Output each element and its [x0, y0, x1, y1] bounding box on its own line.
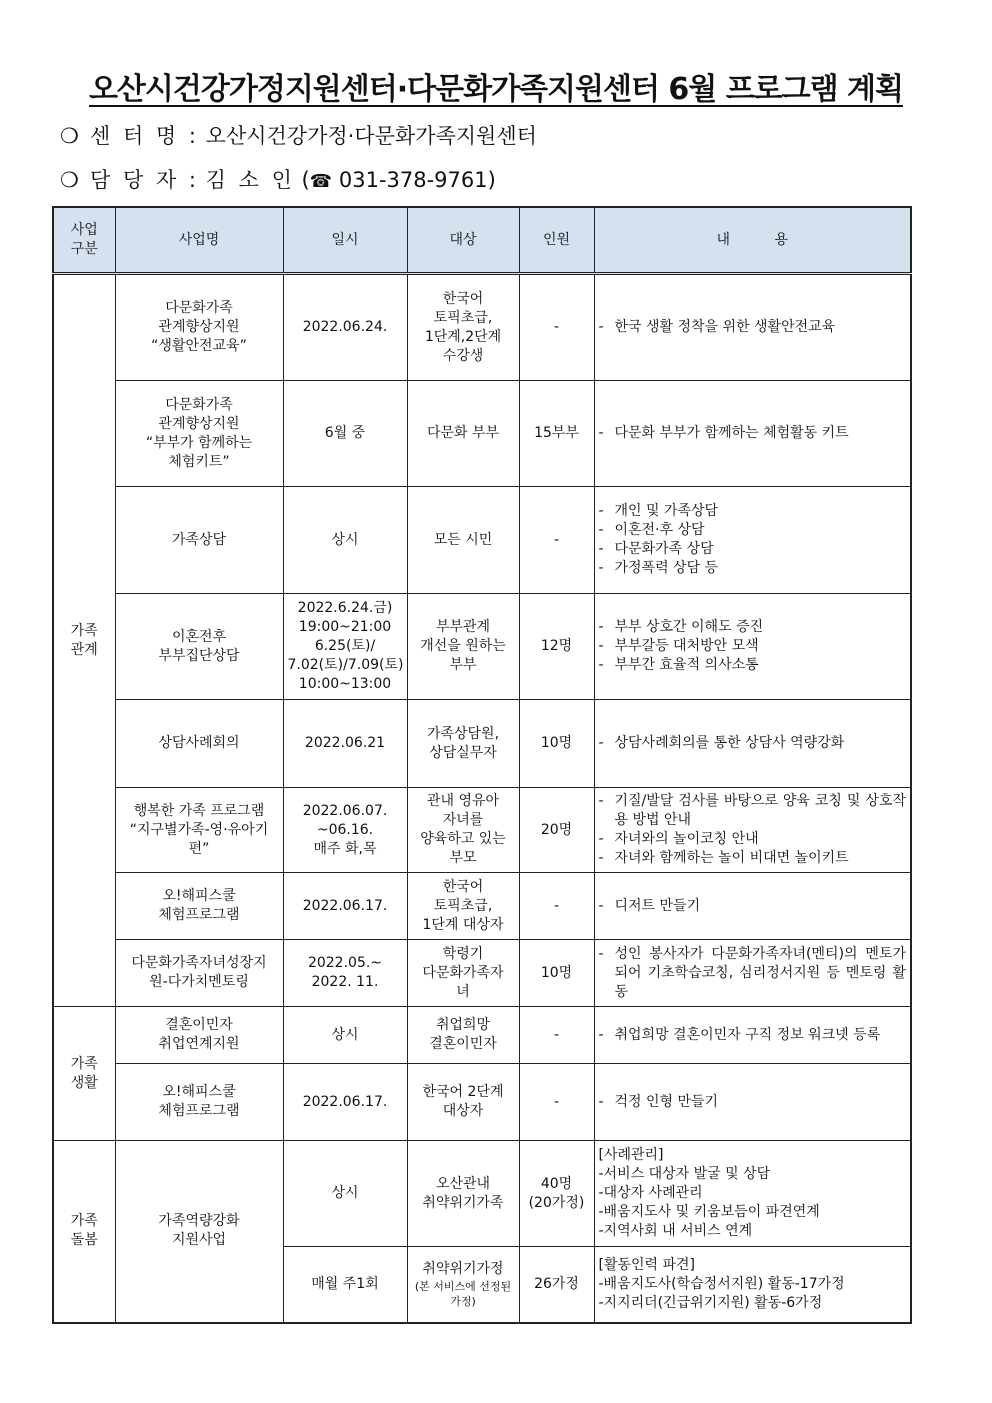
program-date: 상시 — [283, 1007, 407, 1064]
bullet-icon: ❍ — [60, 124, 79, 148]
list-item: - 상담사례회의를 통한 상담사 역량강화 — [598, 735, 845, 751]
program-people: 26가정 — [519, 1247, 594, 1323]
list-item: - 가정폭력 상담 등 — [598, 560, 719, 576]
list-item: - 한국 생활 정착을 위한 생활안전교육 — [598, 319, 836, 335]
program-date: 2022.06.17. — [283, 873, 407, 940]
center-name-line — [60, 120, 537, 150]
list-item: -배움지도사 및 키움보듬이 파견연계 — [598, 1204, 820, 1220]
program-people: 12명 — [519, 594, 594, 700]
program-date: 매월 주1회 — [283, 1247, 407, 1323]
category-family-care: 가족 돌봄 — [53, 1141, 115, 1323]
program-target: 취업희망 결혼이민자 — [407, 1007, 519, 1064]
program-target: 다문화 부부 — [407, 381, 519, 487]
table-row — [53, 274, 911, 381]
list-item: - 걱정 인형 만들기 — [598, 1093, 719, 1110]
list-item: - 다문화 부부가 함께하는 체험활동 키트 — [598, 425, 849, 441]
program-content — [594, 1007, 911, 1064]
phone-icon: ☎ — [309, 171, 333, 192]
program-content — [594, 1247, 911, 1323]
table-row — [53, 381, 911, 487]
program-name: 오!해피스쿨 체험프로그램 — [115, 873, 283, 940]
header-people: 인원 — [519, 207, 594, 274]
program-target: 모든 시민 — [407, 487, 519, 594]
table-row — [53, 873, 911, 940]
table-row — [53, 1141, 911, 1247]
center-name-value: 오산시건강가정·다문화가족지원센터 — [205, 124, 537, 148]
list-item: - 기질/발달 검사를 바탕으로 양육 코칭 및 상호작용 방법 안내 — [598, 793, 906, 828]
list-item: - 개인 및 가족상담 — [598, 503, 719, 519]
program-date: 2022.06.21 — [283, 700, 407, 788]
table-row — [53, 700, 911, 788]
program-target: 관내 영유아 자녀를 양육하고 있는 부모 — [407, 788, 519, 873]
program-target: 가족상담원, 상담실무자 — [407, 700, 519, 788]
list-item: - 부부 상호간 이해도 증진 — [598, 619, 764, 635]
list-item: [활동인력 파견] — [598, 1256, 696, 1273]
program-name: 가족상담 — [115, 487, 283, 594]
center-name-label: 센 터 명 : — [90, 124, 199, 148]
program-people: - — [519, 873, 594, 940]
program-content — [594, 274, 911, 381]
program-content — [594, 700, 911, 788]
program-date: 2022.06.17. — [283, 1064, 407, 1141]
program-name: 다문화가족자녀성장지 원-다가치멘토링 — [115, 940, 283, 1007]
list-item: -서비스 대상자 발굴 및 상담 — [598, 1166, 771, 1182]
program-name: 결혼이민자 취업연계지원 — [115, 1007, 283, 1064]
table-header-row — [53, 207, 911, 274]
page-title: 오산시건강가정지원센터·다문화가족지원센터 6월 프로그램 계획 — [88, 72, 904, 107]
table-row — [53, 594, 911, 700]
program-name: 오!해피스쿨 체험프로그램 — [115, 1064, 283, 1141]
program-target: 한국어 2단계 대상자 — [407, 1064, 519, 1141]
program-people: - — [519, 487, 594, 594]
list-item: - 부부갈등 대처방안 모색 — [598, 638, 759, 654]
program-target — [407, 1247, 519, 1323]
list-item: -지지리더(긴급위기지원) 활동-6가정 — [598, 1294, 823, 1311]
list-item: [사례관리] — [598, 1147, 664, 1163]
bullet-icon: ❍ — [60, 168, 79, 192]
program-content — [594, 594, 911, 700]
program-date: 2022.05.~ 2022. 11. — [283, 940, 407, 1007]
table-row — [53, 940, 911, 1007]
header-program: 사업명 — [115, 207, 283, 274]
header-content: 내 용 — [594, 207, 911, 274]
program-date: 2022.6.24.금) 19:00~21:00 6.25(토)/ 7.02(토)/7.09(토) 10:00~13:00 — [283, 594, 407, 700]
list-item: - 이혼전·후 상담 — [598, 522, 705, 538]
program-name: 가족역량강화 지원사업 — [115, 1141, 283, 1323]
list-item: -배움지도사(학습정서지원) 활동-17가정 — [598, 1275, 845, 1292]
program-date: 상시 — [283, 1141, 407, 1247]
program-target: 한국어 토픽초급, 1단계,2단계 수강생 — [407, 274, 519, 381]
program-date: 2022.06.24. — [283, 274, 407, 381]
program-date: 상시 — [283, 487, 407, 594]
table-row — [53, 1007, 911, 1064]
list-item: - 자녀와의 놀이코칭 안내 — [598, 831, 759, 847]
program-content — [594, 1064, 911, 1141]
table-row — [53, 788, 911, 873]
category-family-life: 가족 생활 — [53, 1007, 115, 1141]
category-family-relations: 가족 관계 — [53, 274, 115, 1007]
phone-number: 031-378-9761 — [338, 168, 488, 192]
list-item: - 부부간 효율적 의사소통 — [598, 657, 759, 673]
program-content — [594, 381, 911, 487]
program-target: 부부관계 개선을 원하는 부부 — [407, 594, 519, 700]
header-date: 일시 — [283, 207, 407, 274]
list-item: - 다문화가족 상담 — [598, 541, 714, 557]
list-item: - 자녀와 함께하는 놀이 비대면 놀이키트 — [598, 850, 849, 866]
program-people: 15부부 — [519, 381, 594, 487]
program-people: 40명 (20가정) — [519, 1141, 594, 1247]
list-item: -대상자 사례관리 — [598, 1185, 703, 1201]
program-content — [594, 940, 911, 1007]
program-people: 20명 — [519, 788, 594, 873]
list-item: - 취업희망 결혼이민자 구직 정보 워크넷 등록 — [598, 1026, 881, 1043]
program-content — [594, 1141, 911, 1247]
target-note: (본 서비스에 선정된 가정) — [414, 1279, 512, 1308]
program-date: 2022.06.07. ~06.16. 매주 화,목 — [283, 788, 407, 873]
list-item: - 디저트 만들기 — [598, 897, 701, 914]
program-target: 한국어 토픽초급, 1단계 대상자 — [407, 873, 519, 940]
header-target: 대상 — [407, 207, 519, 274]
program-people: 10명 — [519, 700, 594, 788]
program-people: - — [519, 1064, 594, 1141]
program-people: - — [519, 1007, 594, 1064]
program-target: 학령기 다문화가족자 녀 — [407, 940, 519, 1007]
manager-name: 김 소 인 — [205, 168, 295, 192]
program-name: 다문화가족 관계향상지원 “생활안전교육” — [115, 274, 283, 381]
program-content — [594, 788, 911, 873]
table-row — [53, 1064, 911, 1141]
program-content — [594, 487, 911, 594]
list-item: - 성인 봉사자가 다문화가족자녀(멘티)의 멘토가 되어 기초학습코칭, 심리정서지원 등 멘토링 활동 — [598, 945, 906, 1000]
manager-line: ❍ 담 당 자 : 김 소 인 (☎ 031-378-9761) — [60, 168, 496, 192]
target-main: 취약위기가정 — [422, 1260, 504, 1277]
list-item: -지역사회 내 서비스 연계 — [598, 1223, 753, 1239]
manager-label: 담 당 자 : — [90, 168, 199, 192]
program-target: 오산관내 취약위기가족 — [407, 1141, 519, 1247]
program-name: 이혼전후 부부집단상담 — [115, 594, 283, 700]
program-date: 6월 중 — [283, 381, 407, 487]
program-name: 행복한 가족 프로그램 “지구별가족-영·유아기편” — [115, 788, 283, 873]
program-people: 10명 — [519, 940, 594, 1007]
program-name: 상담사례회의 — [115, 700, 283, 788]
header-category: 사업 구분 — [53, 207, 115, 274]
program-people: - — [519, 274, 594, 381]
program-name: 다문화가족 관계향상지원 “부부가 함께하는 체험키트” — [115, 381, 283, 487]
program-content — [594, 873, 911, 940]
table-row — [53, 487, 911, 594]
program-plan-table — [52, 206, 912, 1324]
